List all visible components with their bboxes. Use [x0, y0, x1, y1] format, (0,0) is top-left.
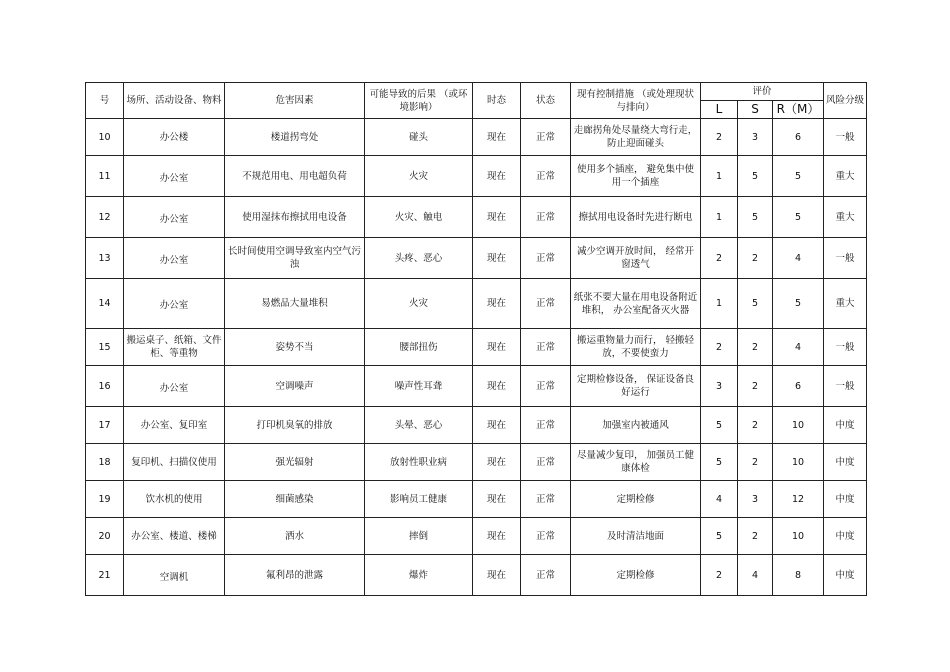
header-hazard: 危害因素 — [225, 83, 365, 119]
cell-hazard: 易燃品大量堆积 — [225, 279, 365, 329]
cell-tense: 现在 — [473, 197, 521, 238]
table-row — [86, 407, 867, 444]
cell-state: 正常 — [521, 555, 571, 596]
cell-risk: 一般 — [824, 366, 867, 407]
cell-control: 走廊拐角处尽量绕大弯行走，防止迎面碰头 — [571, 119, 701, 156]
cell-state: 正常 — [521, 197, 571, 238]
cell-place: 办公室、复印室 — [124, 407, 225, 444]
cell-tense: 现在 — [473, 329, 521, 366]
cell-consequence: 头晕、恶心 — [365, 407, 473, 444]
cell-control: 及时清洁地面 — [571, 518, 701, 555]
cell-r: 4 — [773, 329, 824, 366]
cell-control: 定期检修 — [571, 481, 701, 518]
cell-consequence: 火灾、触电 — [365, 197, 473, 238]
cell-consequence: 碰头 — [365, 119, 473, 156]
cell-consequence: 摔倒 — [365, 518, 473, 555]
cell-state: 正常 — [521, 279, 571, 329]
header-r: R（M） — [773, 101, 824, 119]
cell-hazard: 使用湿抹布擦拭用电设备 — [225, 197, 365, 238]
cell-r: 5 — [773, 279, 824, 329]
cell-r: 10 — [773, 518, 824, 555]
cell-s: 2 — [738, 366, 773, 407]
cell-place: 办公室、楼道、楼梯 — [124, 518, 225, 555]
cell-no: 20 — [86, 518, 124, 555]
table-row — [86, 444, 867, 481]
table-row — [86, 119, 867, 156]
cell-s: 2 — [738, 407, 773, 444]
cell-control: 擦拭用电设备时先进行断电 — [571, 197, 701, 238]
cell-no: 21 — [86, 555, 124, 596]
cell-risk: 重大 — [824, 197, 867, 238]
cell-hazard: 氟利昂的泄露 — [225, 555, 365, 596]
cell-state: 正常 — [521, 156, 571, 197]
cell-place: 办公室 — [124, 279, 225, 329]
header-l: L — [701, 101, 738, 119]
cell-hazard: 空调噪声 — [225, 366, 365, 407]
header-consequence: 可能导致的后果 （或环境影响） — [365, 83, 473, 119]
cell-control: 纸张不要大量在用电设备附近堆积， 办公室配备灭火器 — [571, 279, 701, 329]
table-row — [86, 156, 867, 197]
cell-s: 4 — [738, 555, 773, 596]
cell-control: 定期检修 — [571, 555, 701, 596]
cell-control: 搬运重物量力而行， 轻搬轻放，不要使蛮力 — [571, 329, 701, 366]
cell-place: 办公室 — [124, 366, 225, 407]
table-row — [86, 197, 867, 238]
cell-place: 办公室 — [124, 238, 225, 279]
cell-risk: 重大 — [824, 156, 867, 197]
cell-risk: 中度 — [824, 481, 867, 518]
cell-risk: 一般 — [824, 238, 867, 279]
cell-r: 4 — [773, 238, 824, 279]
cell-risk: 重大 — [824, 279, 867, 329]
cell-risk: 一般 — [824, 329, 867, 366]
cell-consequence: 腰部扭伤 — [365, 329, 473, 366]
cell-r: 10 — [773, 444, 824, 481]
cell-place: 空调机 — [124, 555, 225, 596]
header-tense: 时态 — [473, 83, 521, 119]
cell-l: 2 — [701, 329, 738, 366]
cell-l: 3 — [701, 366, 738, 407]
cell-place: 办公室 — [124, 156, 225, 197]
cell-s: 5 — [738, 279, 773, 329]
table-row — [86, 279, 867, 329]
cell-s: 2 — [738, 329, 773, 366]
cell-l: 4 — [701, 481, 738, 518]
cell-no: 11 — [86, 156, 124, 197]
cell-r: 6 — [773, 366, 824, 407]
cell-tense: 现在 — [473, 481, 521, 518]
cell-hazard: 强光辐射 — [225, 444, 365, 481]
cell-risk: 中度 — [824, 555, 867, 596]
cell-r: 10 — [773, 407, 824, 444]
cell-consequence: 爆炸 — [365, 555, 473, 596]
cell-state: 正常 — [521, 238, 571, 279]
cell-no: 18 — [86, 444, 124, 481]
cell-tense: 现在 — [473, 156, 521, 197]
header-place: 场所、活动设备、物料 — [124, 83, 225, 119]
cell-tense: 现在 — [473, 119, 521, 156]
cell-place: 办公室 — [124, 197, 225, 238]
cell-no: 15 — [86, 329, 124, 366]
cell-s: 5 — [738, 197, 773, 238]
cell-consequence: 放射性职业病 — [365, 444, 473, 481]
cell-risk: 一般 — [824, 119, 867, 156]
cell-consequence: 噪声性耳聋 — [365, 366, 473, 407]
cell-r: 8 — [773, 555, 824, 596]
cell-s: 2 — [738, 518, 773, 555]
header-s: S — [738, 101, 773, 119]
cell-l: 5 — [701, 407, 738, 444]
cell-consequence: 火灾 — [365, 279, 473, 329]
header-no: 号 — [86, 83, 124, 119]
cell-l: 2 — [701, 119, 738, 156]
cell-control: 定期检修设备， 保证设备良好运行 — [571, 366, 701, 407]
cell-state: 正常 — [521, 481, 571, 518]
cell-state: 正常 — [521, 366, 571, 407]
cell-no: 10 — [86, 119, 124, 156]
cell-tense: 现在 — [473, 444, 521, 481]
cell-risk: 中度 — [824, 518, 867, 555]
cell-state: 正常 — [521, 407, 571, 444]
cell-l: 2 — [701, 238, 738, 279]
cell-control: 加强室内被通风 — [571, 407, 701, 444]
cell-l: 2 — [701, 555, 738, 596]
cell-risk: 中度 — [824, 444, 867, 481]
cell-tense: 现在 — [473, 518, 521, 555]
cell-r: 12 — [773, 481, 824, 518]
header-risk: 风险分级 — [824, 83, 867, 119]
cell-state: 正常 — [521, 119, 571, 156]
cell-control: 尽量减少复印， 加强员工健康体检 — [571, 444, 701, 481]
cell-tense: 现在 — [473, 407, 521, 444]
cell-place: 饮水机的使用 — [124, 481, 225, 518]
header-evaluation: 评价 — [701, 83, 824, 101]
table-body — [86, 119, 867, 596]
cell-no: 17 — [86, 407, 124, 444]
cell-consequence: 头疼、恶心 — [365, 238, 473, 279]
table-row — [86, 238, 867, 279]
cell-l: 1 — [701, 279, 738, 329]
cell-s: 3 — [738, 481, 773, 518]
risk-evaluation-table — [85, 82, 867, 596]
table-row — [86, 481, 867, 518]
cell-hazard: 长时间使用空调导致室内空气污浊 — [225, 238, 365, 279]
cell-hazard: 细菌感染 — [225, 481, 365, 518]
cell-state: 正常 — [521, 329, 571, 366]
cell-place: 搬运桌子、纸箱、文件柜、等重物 — [124, 329, 225, 366]
cell-r: 5 — [773, 156, 824, 197]
cell-l: 1 — [701, 156, 738, 197]
cell-control: 减少空调开放时间， 经常开窗透气 — [571, 238, 701, 279]
cell-hazard: 楼道拐弯处 — [225, 119, 365, 156]
cell-hazard: 洒水 — [225, 518, 365, 555]
table-row — [86, 555, 867, 596]
cell-hazard: 不规范用电、用电超负荷 — [225, 156, 365, 197]
cell-place: 办公楼 — [124, 119, 225, 156]
table-row — [86, 518, 867, 555]
cell-consequence: 影响员工健康 — [365, 481, 473, 518]
cell-no: 16 — [86, 366, 124, 407]
cell-consequence: 火灾 — [365, 156, 473, 197]
cell-no: 13 — [86, 238, 124, 279]
cell-l: 5 — [701, 518, 738, 555]
cell-l: 5 — [701, 444, 738, 481]
cell-risk: 中度 — [824, 407, 867, 444]
cell-tense: 现在 — [473, 238, 521, 279]
cell-no: 19 — [86, 481, 124, 518]
cell-r: 6 — [773, 119, 824, 156]
cell-hazard: 姿势不当 — [225, 329, 365, 366]
cell-hazard: 打印机臭氧的排放 — [225, 407, 365, 444]
cell-no: 12 — [86, 197, 124, 238]
cell-s: 2 — [738, 444, 773, 481]
cell-r: 5 — [773, 197, 824, 238]
table-row — [86, 366, 867, 407]
cell-no: 14 — [86, 279, 124, 329]
cell-state: 正常 — [521, 518, 571, 555]
cell-state: 正常 — [521, 444, 571, 481]
cell-control: 使用多个插座， 避免集中使用一个插座 — [571, 156, 701, 197]
table-row — [86, 329, 867, 366]
cell-s: 3 — [738, 119, 773, 156]
cell-tense: 现在 — [473, 555, 521, 596]
header-control: 现有控制措施 （或处理现状与排向） — [571, 83, 701, 119]
header-state: 状态 — [521, 83, 571, 119]
cell-tense: 现在 — [473, 366, 521, 407]
cell-place: 复印机、扫描仪使用 — [124, 444, 225, 481]
cell-l: 1 — [701, 197, 738, 238]
cell-s: 2 — [738, 238, 773, 279]
cell-s: 5 — [738, 156, 773, 197]
cell-tense: 现在 — [473, 279, 521, 329]
